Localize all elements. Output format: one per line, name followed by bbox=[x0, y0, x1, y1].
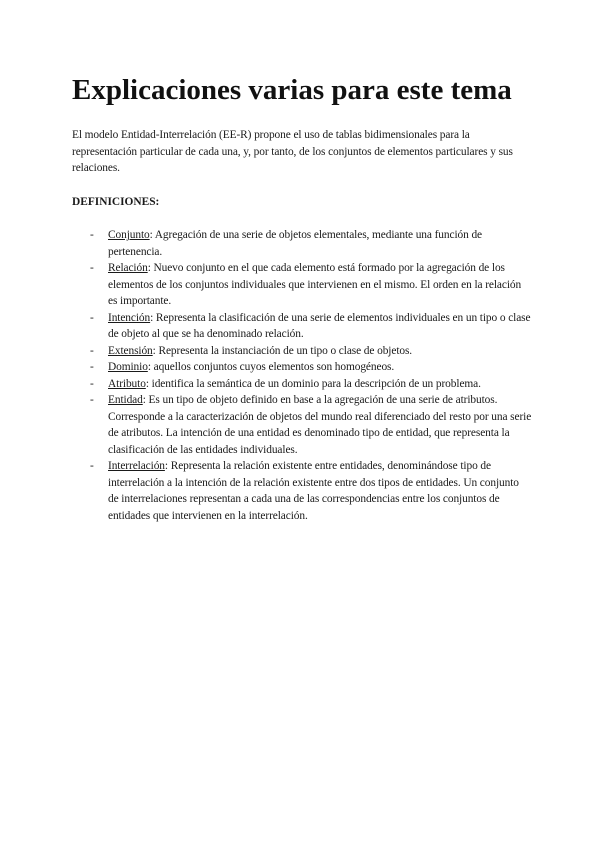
bullet-dash: - bbox=[90, 460, 94, 472]
intro-paragraph: El modelo Entidad-Interrelación (EE-R) propone el uso de tablas bidimensionales para la representación particular de cada una, y, por tanto, de los conjuntos de elementos particulares y sus relaciones. bbox=[72, 129, 513, 174]
definition-term: Dominio bbox=[108, 361, 148, 373]
definitions-list bbox=[72, 227, 532, 524]
definition-term: Entidad bbox=[108, 394, 143, 406]
list-item bbox=[72, 458, 532, 524]
list-item bbox=[72, 343, 532, 360]
document-page bbox=[72, 70, 532, 524]
bullet-dash: - bbox=[90, 262, 94, 274]
definition-text: : Representa la instanciación de un tipo o clase de objetos. bbox=[152, 344, 413, 357]
definitions-heading: DEFINICIONES: bbox=[72, 195, 160, 208]
bullet-dash: - bbox=[90, 344, 94, 357]
definition-text: : aquellos conjuntos cuyos elementos son homogéneos. bbox=[147, 361, 395, 373]
bullet-dash: - bbox=[90, 311, 94, 324]
bullet-dash: - bbox=[90, 394, 94, 406]
definition-text: : Es un tipo de objeto definido en base a la agregación de una serie de atributos. Corresponde a la caracterización de objetos del mundo real diferenciado del resto por una serie de atributos. La intención de una entidad es denominado tipo de entidad, que representa la clasificación de las entidades individuales. bbox=[108, 394, 532, 456]
definition-text: : Nuevo conjunto en el que cada elemento está formado por la agregación de los elementos de los conjuntos individuales que intervienen en el mismo. El orden en la relación es importante. bbox=[108, 262, 522, 307]
list-item bbox=[72, 392, 532, 458]
definition-text: : Representa la relación existente entre entidades, denominándose tipo de interrelación a la intención de la relación existente entre dos tipos de entidades. Un conjunto de interrelaciones representan a cada una de las correspondencias entre los conjuntos de entidades que intervienen en la interrelación. bbox=[108, 460, 519, 522]
list-item bbox=[72, 227, 532, 260]
bullet-dash: - bbox=[90, 229, 94, 241]
definition-term: Relación bbox=[108, 262, 148, 274]
list-item bbox=[72, 260, 532, 310]
page-title: Explicaciones varias para este tema bbox=[72, 74, 512, 106]
list-item bbox=[72, 359, 532, 376]
definition-term: Interrelación bbox=[108, 460, 165, 472]
definition-text: : identifica la semántica de un dominio para la descripción de un problema. bbox=[145, 377, 481, 390]
bullet-dash: - bbox=[90, 361, 94, 373]
definition-text: : Representa la clasificación de una serie de elementos individuales en un tipo o clase de objeto al que se ha denominado relación. bbox=[108, 311, 531, 340]
definition-term: Extensión bbox=[108, 344, 153, 357]
list-item bbox=[72, 310, 532, 343]
list-item bbox=[72, 376, 532, 393]
bullet-dash: - bbox=[90, 377, 94, 390]
definition-term: Conjunto bbox=[108, 229, 150, 241]
definition-term: Intención bbox=[108, 311, 151, 324]
definition-text: : Agregación de una serie de objetos elementales, mediante una función de pertenencia. bbox=[108, 229, 483, 258]
definition-term: Atributo bbox=[108, 377, 146, 390]
